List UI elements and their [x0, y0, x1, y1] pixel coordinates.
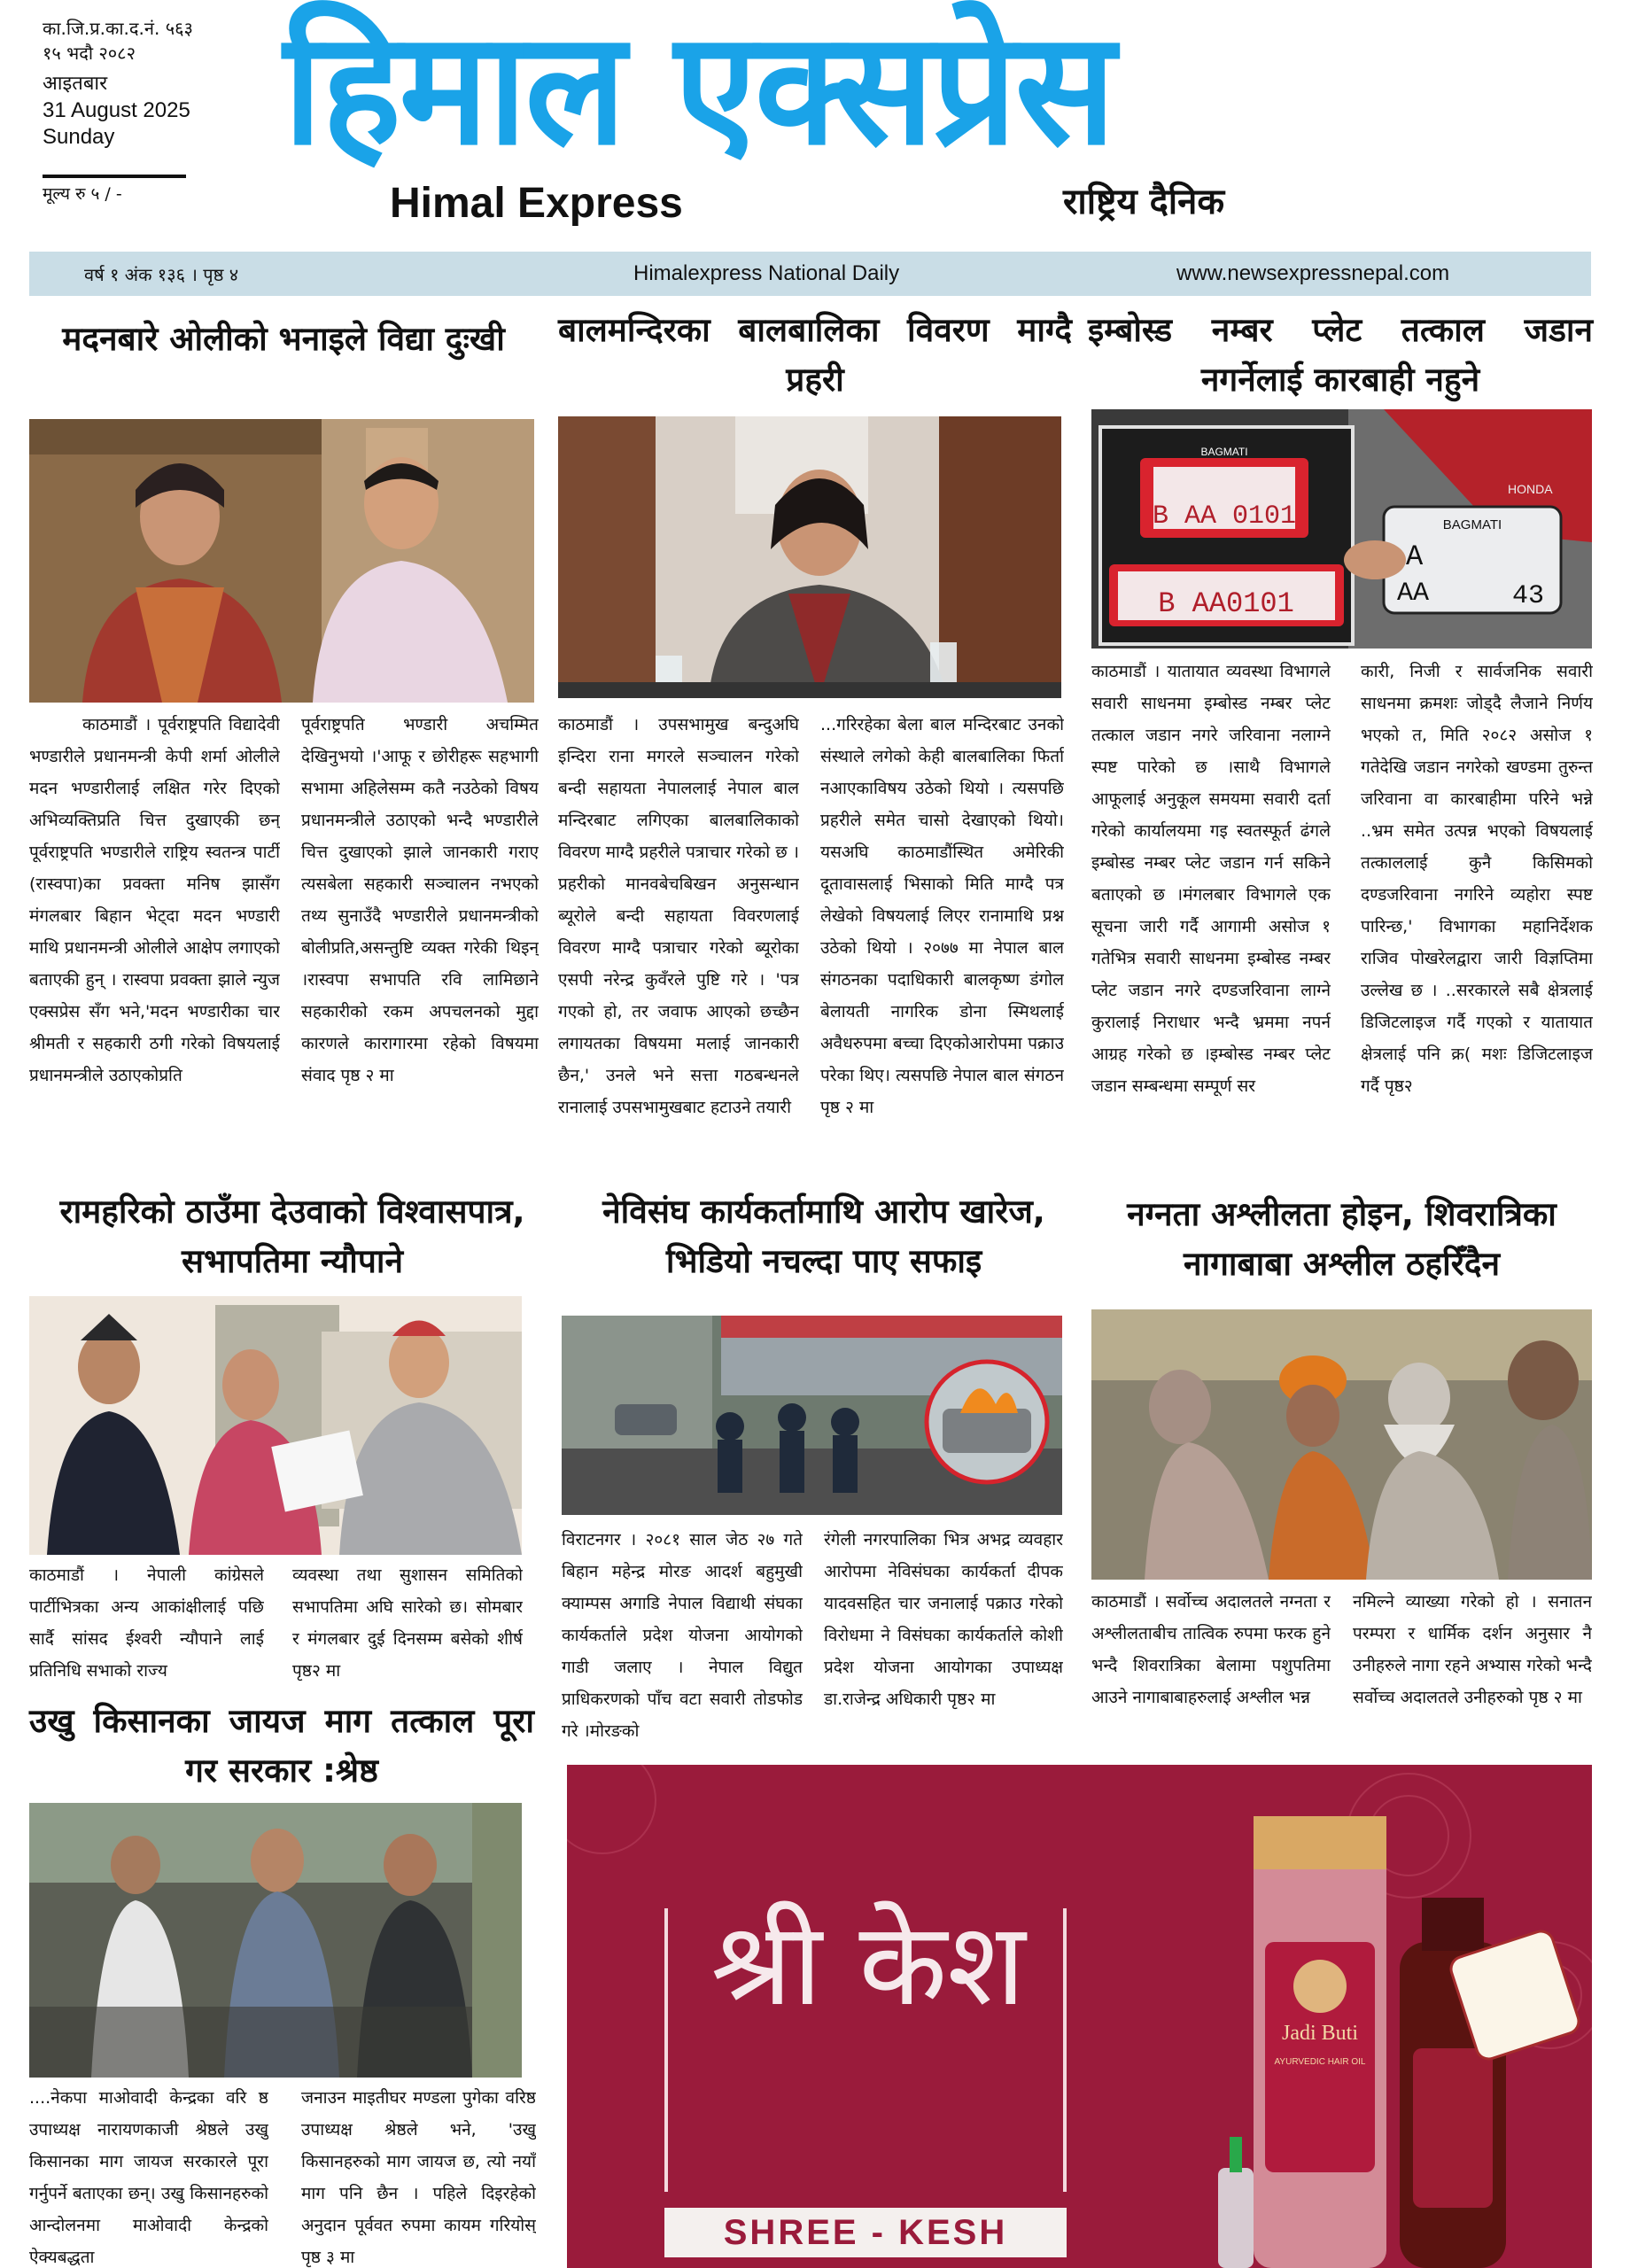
- website-link[interactable]: www.newsexpressnepal.com: [1176, 261, 1450, 285]
- newspaper-name-english: Himal Express: [390, 180, 683, 227]
- plate-province-label: BAGMATI: [1200, 446, 1248, 458]
- photo-number-plates: [1091, 409, 1592, 649]
- article-sugarcane-col1: ....नेकपा माओवादी केन्द्रका वरि ष्ठ उपाध्यक्ष नारायणकाजी श्रेष्ठले उखु किसानका माग जायज सरकारले पूरा गर्नुपर्ने बताएका छन्। उखु किसानहरुको आन्दोलनमा माओवादी केन्द्रको ऐक्यबद्धता: [29, 2088, 268, 2267]
- registration-block: [43, 16, 193, 66]
- headline-nagababa: नग्नता अश्लीलता होइन, शिवरात्रिका नागाबाबा अश्लील ठहरिँदैन: [1127, 1195, 1556, 1283]
- nepali-date: १५ भदौ २०८२: [43, 43, 136, 64]
- divider: [43, 175, 186, 178]
- article-sugarcane-col2: जनाउन माइतीघर मण्डला पुगेका वरिष्ठ उपाध्यक्ष श्रेष्ठले भने, 'उखु किसानहरुको माग जायज छ, त्यो नयाँ माग पनि छैन । पहिले दिइरहेको अनुदान पूर्ववत रुपमा कायम गरियोस् पृष्ठ ३ मा: [301, 2088, 536, 2267]
- article-balmandir-col2: ...गरिरहेका बेला बाल मन्दिरबाट उनको संस्थाले लगेको केही बालबालिका फिर्ता नआएकाविषय उठेको थियो । त्यसपछि प्रहरीले समेत चासो देखाएको थियो। यसअघि काठमाडौंस्थित अमेरिकी दूतावासलाई भिसाको मिति माग्दै पत्र लेखेको विषयलाई लिएर रानामाथि प्रश्न उठेको थियो । २०७७ मा नेपाल बाल संगठनका पदाधिकारी बालकृष्ण डंगोल बेलायती नागरिक डोना स्मिथलाई अवैधरुपमा बच्चा दिएकोआरोपमा पक्राउ परेका थिए। त्यसपछि नेपाल बाल संगठन पृष्ठ २ मा: [820, 715, 1064, 1117]
- headline-madan: मदनबारे ओलीको भनाइले विद्या दुःखी: [62, 320, 505, 358]
- bike-plate-province: BAGMATI: [1442, 517, 1502, 532]
- article-nevisangh-col1: विराटनगर । २०८१ साल जेठ २७ गते बिहान महेन्द्र मोरङ आदर्श बहुमुखी क्याम्पस अगाडि नेपाल विद्याथी संघका कार्यकर्ताले प्रदेश योजना आयोगको गाडी जलाए । नेपाल विद्युत प्राधिकरणको पाँच वटा सवारी तोडफोड गरे ।मोरङको: [562, 1530, 803, 1741]
- headline-ramhari: रामहरिको ठाउँमा देउवाको विश्वासपात्र, सभापतिमा न्यौपाने: [59, 1192, 525, 1280]
- info-bar: [29, 252, 1591, 296]
- article-nagababa-col1: काठमाडौं । सर्वोच्च अदालतले नग्नता र अश्लीलताबीच तात्विक रुपमा फरक हुने भन्दै शिवरात्रिका बेलामा पशुपतिमा आउने नागाबाबाहरुलाई अश्लील भन्न: [1091, 1592, 1331, 1707]
- headline-number-plate: इम्बोस्ड नम्बर प्लेट तत्काल जडान नगर्नेलाई कारबाही नहुने: [1088, 311, 1593, 399]
- article-ramhari-col2: व्यवस्था तथा सुशासन समितिको सभापतिमा अघि सारेको छ। सोमबार र मंगलबार दुई दिनसम्म बसेको शीर्ष पृष्ठ२ मा: [292, 1565, 523, 1681]
- ad-product-name: Jadi Buti: [1281, 2022, 1358, 2045]
- headline-balmandir: बालमन्दिरका बालबालिका विवरण माग्दै प्रहरी: [558, 311, 1072, 399]
- article-madan-col1: काठमाडौं । पूर्वराष्ट्रपति विद्यादेवी भण्डारीले प्रधानमन्त्री केपी शर्मा ओलीले मदन भण्डारीलाई लक्षित गरेर दिएको अभिव्यक्तिप्रति चित्त दुखाएकी छन् पूर्वराष्ट्रपति भण्डारीले राष्ट्रिय स्वतन्त्र पार्टी (रास्वपा)का प्रवक्ता मनिष झासँग मंगलबार बिहान भेट्दा मदन भण्डारी माथि प्रधानमन्त्री ओलीले आक्षेप लगाएको बताएकी हुन् । रास्वपा प्रवक्ता झाले न्युज एक्सप्रेस सँग भने,'मदन भण्डारीका चार श्रीमती र सहकारी ठगी गरेको विषयलाई प्रधानमन्त्रीले उठाएकोप्रति: [29, 715, 280, 1085]
- photo-shrestha: [29, 1803, 522, 2078]
- ad-brand-english: SHREE - KESH: [723, 2213, 1008, 2252]
- article-plate-col2: कारी, निजी र सार्वजनिक सवारी साधनमा क्रमशः जोड्दै लैजाने निर्णय भएको त, मिति २०८२ असोज १ गतेदेखि जडान नगरेको खण्डमा तुरुन्त जरिवाना वा कारबाहीमा परिने भन्ने ..भ्रम समेत उत्पन्न भएको विषयलाई तत्काललाई कुनै किसिमको दण्डजरिवाना नगरिने व्यहोरा स्पष्ट पारिन्छ,' विभागका महानिर्देशक राजिव पोखरेलद्वारा जारी विज्ञप्तिमा उल्लेख छ । ..सरकारले सबै क्षेत्रलाई डिजिटलाइज गर्दै गएको र यातायात क्षेत्रलाई पनि क्र( मशः डिजिटलाइज गर्दै पृष्ठ२: [1361, 662, 1593, 1096]
- article-madan-col2: पूर्वराष्ट्रपति भण्डारी अचम्मित देखिनुभयो ।'आफू र छोरीहरू सहभागी सभामा अहिलेसम्म कतै नउठेको विषय प्रधानमन्त्रीले उठाएको भन्दै भण्डारीले चित्त दुखाएको झाले जानकारी गराए त्यसबेला सहकारी सञ्चालन नभएको तथ्य सुनाउँदै भण्डारीले प्रधानमन्त्रीको बोलीप्रति,असन्तुष्टि व्यक्त गरेकी थिइन् ।रास्वपा सभापति रवि लामिछाने सहकारीको रकम अपचलनको मुद्दा कारणले कारागारमा रहेको विषयमा संवाद पृष्ठ २ मा: [301, 715, 539, 1085]
- price: मूल्य रु ५ / -: [43, 184, 122, 204]
- photo-indira-rana: [558, 416, 1061, 698]
- date-block: [43, 71, 190, 151]
- article-plate-col1: काठमाडौं । यातायात व्यवस्था विभागले सवारी साधनमा इम्बोस्ड नम्बर प्लेट तत्काल जडान नगरे जरिवाना नलाग्ने स्पष्ट पारेको छ ।साथै विभागले आफूलाई अनुकूल समयमा सवारी दर्ता गरेको कार्यालयमा गइ स्वतस्फूर्त ढंगले इम्बोस्ड नम्बर प्लेट जडान गर्न सकिने बताएको छ ।मंगलबार विभागले एक सूचना जारी गर्दै आगामी असोज १ गतेभित्र सवारी साधनमा इम्बोस्ड नम्बर प्लेट जडान नगरे दण्डजरिवाना लाग्ने कुरालाई निराधार भन्दै भ्रममा नपर्न आग्रह गरेको छ ।इम्बोस्ड नम्बर प्लेट जडान सम्बन्धमा सम्पूर्ण सर: [1091, 662, 1331, 1096]
- article-balmandir-col1: काठमाडौं । उपसभामुख बन्दुअघि इन्दिरा राना मगरले सञ्चालन गरेको बन्दी सहायता नेपाललाई नेपाल बाल मन्दिरबाट लगिएका बालबालिकाको विवरण माग्दै प्रहरीले पत्राचार गरेको छ ।प्रहरीको मानवबेचबिखन अनुसन्धान ब्यूरोले बन्दी सहायता विवरणलाई विवरण माग्दै पत्राचार गरेको ब्यूरोका एसपी नरेन्द्र कुवँरले पुष्टि गरे । 'पत्र गएको हो, तर जवाफ आएको छच्छैन लगायतका विषयमा मलाई जानकारी छैन,' उनले भने सत्ता गठबन्धनले रानालाई उपसभामुखबाट हटाउने तयारी: [558, 715, 799, 1117]
- bike-plate-series: AA: [1397, 579, 1430, 609]
- ad-brand-devanagari: श्री केश: [710, 1897, 1026, 2031]
- tagline: राष्ट्रिय दैनिक: [1063, 182, 1225, 222]
- bike-plate-letter: A: [1406, 540, 1424, 573]
- photo-bhandari-jha: [29, 419, 534, 703]
- honda-label: HONDA: [1508, 482, 1553, 496]
- newspaper-logo: हिमाल एक्सप्रेस: [283, 0, 1114, 180]
- bike-plate-number: 43: [1512, 581, 1545, 611]
- article-ramhari-col1: काठमाडौं । नेपाली कांग्रेसले पार्टीभित्रका अन्य आकांक्षीलाई पछि सार्दै सांसद ईश्वरी न्यौपाने लाई प्रतिनिधि सभाको राज्य: [29, 1565, 264, 1681]
- plate-number-2: B AA0101: [1158, 587, 1294, 620]
- weekday-english: Sunday: [43, 125, 115, 149]
- weekday-nepali: आइतबार: [43, 73, 108, 95]
- headline-sugarcane: उखु किसानका जायज माग तत्काल पूरा गर सरकार :श्रेष्ठ: [29, 1702, 534, 1790]
- plate-number-1: B AA 0101: [1152, 501, 1297, 532]
- advertisement-shree-kesh[interactable]: [567, 1765, 1592, 2268]
- issue-info: वर्ष १ अंक १३६ । पृष्ठ ४: [84, 263, 239, 285]
- article-nevisangh-col2: रंगेली नगरपालिका भित्र अभद्र व्यवहार आरोपमा नेविसंघका कार्यकर्ता दीपक यादवसहित चार जनालाई पक्राउ गरेको विरोधमा ने विसंघका कार्यकर्ताले कोशी प्रदेश योजना आयोगका उपाध्यक्ष डा.राजेन्द्र अधिकारी पृष्ठ२ मा: [824, 1530, 1063, 1709]
- article-nagababa-col2: नमिल्ने व्याख्या गरेको हो । सनातन परम्परा र धार्मिक दर्शन अनुसार नै उनीहरुले नागा रहने अभ्यास गरेको भन्दै सर्वोच्च अदालतले उनीहरुको पृष्ठ २ मा: [1353, 1592, 1592, 1707]
- photo-sadhus: [1091, 1309, 1592, 1580]
- photo-neupane: [29, 1296, 522, 1555]
- english-date: 31 August 2025: [43, 98, 190, 122]
- registration-number: का.जि.प्र.का.द.नं. ५६३: [43, 18, 193, 39]
- ad-product-subtitle: AYURVEDIC HAIR OIL: [1274, 2057, 1366, 2067]
- photo-police-fire: [562, 1316, 1062, 1515]
- paper-tagline-english: Himalexpress National Daily: [633, 261, 900, 285]
- headline-nevisangh: नेविसंघ कार्यकर्तामाथि आरोप खारेज, भिडियो नचल्दा पाए सफाइ: [602, 1192, 1045, 1280]
